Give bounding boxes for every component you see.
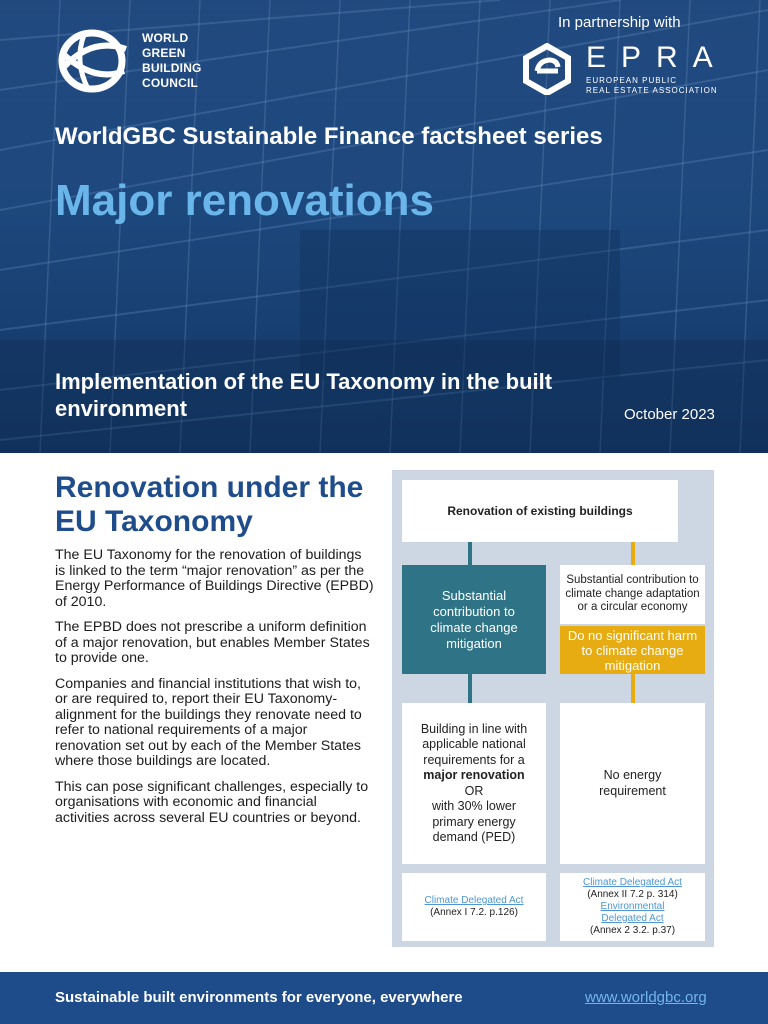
connector-line [631, 542, 635, 565]
no-energy-requirement-box: No energy requirement [560, 703, 705, 864]
reference-box-right: Climate Delegated Act (Annex II 7.2 p. 314) Environmental Delegated Act (Annex 2 3.2. p.37) [560, 873, 705, 941]
section-body [55, 548, 375, 836]
mitigation-box: Substantial contribution to climate change mitigation [402, 565, 546, 674]
climate-delegated-act-link[interactable]: Climate Delegated Act [424, 895, 524, 906]
epra-name: EPRA [586, 41, 728, 74]
hero-banner [0, 0, 768, 453]
climate-delegated-act-link[interactable]: Climate Delegated Act [583, 877, 682, 888]
footer-bar [0, 972, 768, 1024]
dnsh-box: Do no significant harm to climate change mitigation [560, 626, 705, 674]
diagram-root-box: Renovation of existing buildings [402, 480, 678, 542]
globe-logo-icon [54, 27, 134, 95]
website-link[interactable]: www.worldgbc.org [585, 989, 707, 1006]
epra-logo[interactable] [522, 42, 728, 96]
section-heading: Renovation under the EU Taxonomy [55, 471, 364, 538]
connector-line [631, 674, 635, 703]
paragraph: The EPBD does not prescribe a uniform definition of a major renovation, but enables Member States to provide one. [55, 619, 370, 666]
connector-line [468, 542, 472, 565]
partnership-label: In partnership with [558, 14, 681, 31]
series-title: WorldGBC Sustainable Finance factsheet series [55, 123, 603, 150]
connector-line [468, 674, 472, 703]
epra-subtitle: EUROPEAN PUBLIC REAL ESTATE ASSOCIATION [586, 76, 718, 95]
epra-hexagon-icon [522, 43, 572, 95]
adaptation-box: Substantial contribution to climate change adaptation or a circular economy [560, 565, 705, 624]
paragraph: The EU Taxonomy for the renovation of buildings is linked to the term “major renovation” as per the Energy Performance of Buildings Directive (EPBD) of 2010. [55, 547, 374, 610]
paragraph: This can pose significant challenges, especially to organisations with economic and financial activities across several EU countries or beyond. [55, 778, 369, 826]
logo-wordmark: WORLD GREEN BUILDING COUNCIL [142, 31, 202, 90]
taxonomy-diagram [392, 470, 714, 947]
major-renovation-requirement-box: Building in line with applicable national requirements for a major renovation OR with 30% lower primary energy demand (PED) [402, 703, 546, 864]
reference-box-left: Climate Delegated Act (Annex I 7.2. p.126) [402, 873, 546, 941]
paragraph: Companies and financial institutions that wish to, or are required to, report their EU Taxonomy-alignment for the buildings they renovate need to refer to national requirements of a major renovation set out by each of the Member States where those buildings are located. [55, 675, 362, 769]
page-subtitle: Implementation of the EU Taxonomy in the built environment [55, 369, 553, 421]
footer-tagline: Sustainable built environments for everyone, everywhere [55, 989, 463, 1006]
worldgbc-logo[interactable] [54, 27, 202, 95]
environmental-delegated-act-link[interactable]: Environmental Delegated Act [600, 901, 665, 924]
publication-date: October 2023 [624, 406, 715, 423]
page-title: Major renovations [55, 176, 434, 225]
